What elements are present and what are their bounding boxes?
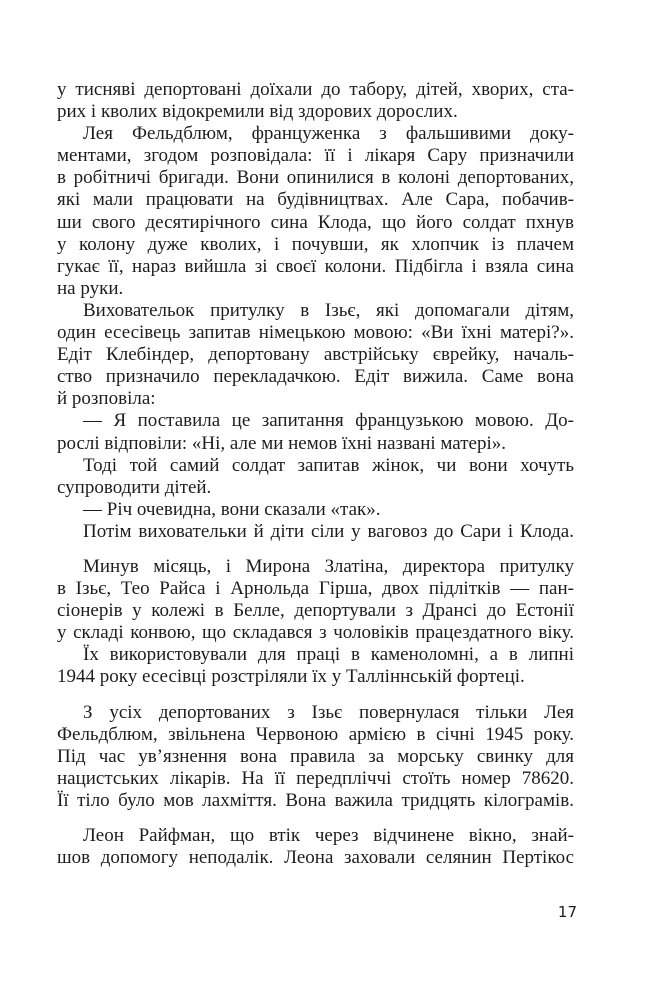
- paragraph: [57, 410, 574, 454]
- text-line: З усіх депортованих з Ізьє повернулася тільки Лея: [83, 701, 574, 723]
- text-line: Едіт Клебіндер, депортовану австрійську єврейку, началь-: [57, 344, 574, 366]
- page-number: 17: [557, 903, 577, 921]
- paragraph: [57, 79, 574, 123]
- text-line: Лея Фельдблюм, француженка з фальшивими доку-: [83, 123, 574, 145]
- text-line: рих і кволих відокремили від здорових дорослих.: [57, 101, 458, 123]
- text-line: — Річ очевидна, вони сказали «так».: [83, 498, 381, 520]
- text-line: 1944 року есесівці розстріляли їх у Талліннській фортеці.: [57, 666, 525, 688]
- text-line: на руки.: [57, 277, 124, 299]
- text-line: сіонерів у колежі в Белле, депортували з Дрансі до Естонії: [57, 600, 574, 622]
- text-line: супроводити дітей.: [57, 476, 212, 498]
- text-line: у тисняві депортовані доїхали до табору, дітей, хворих, ста-: [57, 79, 574, 100]
- text-line: гукає її, нараз вийшла зі своєї колони. Підбігла і взяла сина: [57, 255, 574, 277]
- paragraph: [57, 123, 574, 300]
- paragraph: [57, 455, 574, 499]
- paragraph: [57, 702, 574, 812]
- text-line: ментами, згодом розповідала: її і лікаря Сару призначили: [57, 145, 574, 167]
- paragraph: [57, 499, 574, 521]
- text-line: рослі відповіли: «Ні, але ми немов їхні названі матері».: [57, 432, 507, 454]
- text-line: й розповіла:: [57, 388, 156, 410]
- text-line: ство призначило перекладачкою. Едіт вижила. Саме вона: [57, 366, 574, 388]
- paragraph: [57, 644, 574, 688]
- text-line: один есесівець запитав німецькою мовою: «Ви їхні матері?».: [57, 322, 574, 344]
- text-block: [57, 79, 574, 869]
- text-line: Їх використовували для праці в каменоломні, а в липні: [83, 644, 574, 666]
- text-line: в Ізьє, Тео Райса і Арнольда Гірша, двох підлітків — пан-: [57, 578, 574, 600]
- text-line: які мали працювати на будівництвах. Але Сара, побачив-: [57, 189, 574, 211]
- text-line: в робітничі бригади. Вони опинилися в колоні депортованих,: [57, 167, 574, 189]
- paragraph: [57, 825, 574, 869]
- text-line: Її тіло було мов лахміття. Вона важила тридцять кілограмів.: [57, 789, 574, 811]
- text-line: Фельдблюм, звільнена Червоною армією в січні 1945 року.: [57, 723, 574, 745]
- text-line: у колону дуже кволих, і почувши, як хлопчик із плачем: [57, 233, 574, 255]
- text-line: — Я поставила це запитання французькою мовою. До-: [83, 410, 574, 432]
- text-line: Леон Райфман, що втік через відчинене вікно, знай-: [83, 825, 574, 846]
- text-line: ши свого десятирічного сина Клода, що його солдат пхнув: [57, 211, 574, 233]
- text-line: нацистських лікарів. На її передпліччі стоїть номер 78620.: [57, 767, 574, 789]
- text-line: Потім виховательки й діти сіли у ваговоз до Сари і Клода.: [83, 520, 574, 542]
- text-line: у складі конвою, що складався з чоловіків працездатного віку.: [57, 622, 574, 644]
- paragraph: [57, 521, 574, 543]
- text-line: Під час ув’язнення вона правила за морську свинку для: [57, 745, 574, 767]
- text-line: Виховательок притулку в Ізьє, які допомагали дітям,: [83, 299, 574, 321]
- text-line: шов допомогу неподалік. Леона заховали селянин Пертікос: [57, 847, 574, 869]
- text-line: Минув місяць, і Мирона Златіна, директора притулку: [83, 555, 574, 577]
- text-line: Тоді той самий солдат запитав жінок, чи вони хочуть: [83, 454, 574, 476]
- paragraph: [57, 300, 574, 410]
- paragraph: [57, 556, 574, 644]
